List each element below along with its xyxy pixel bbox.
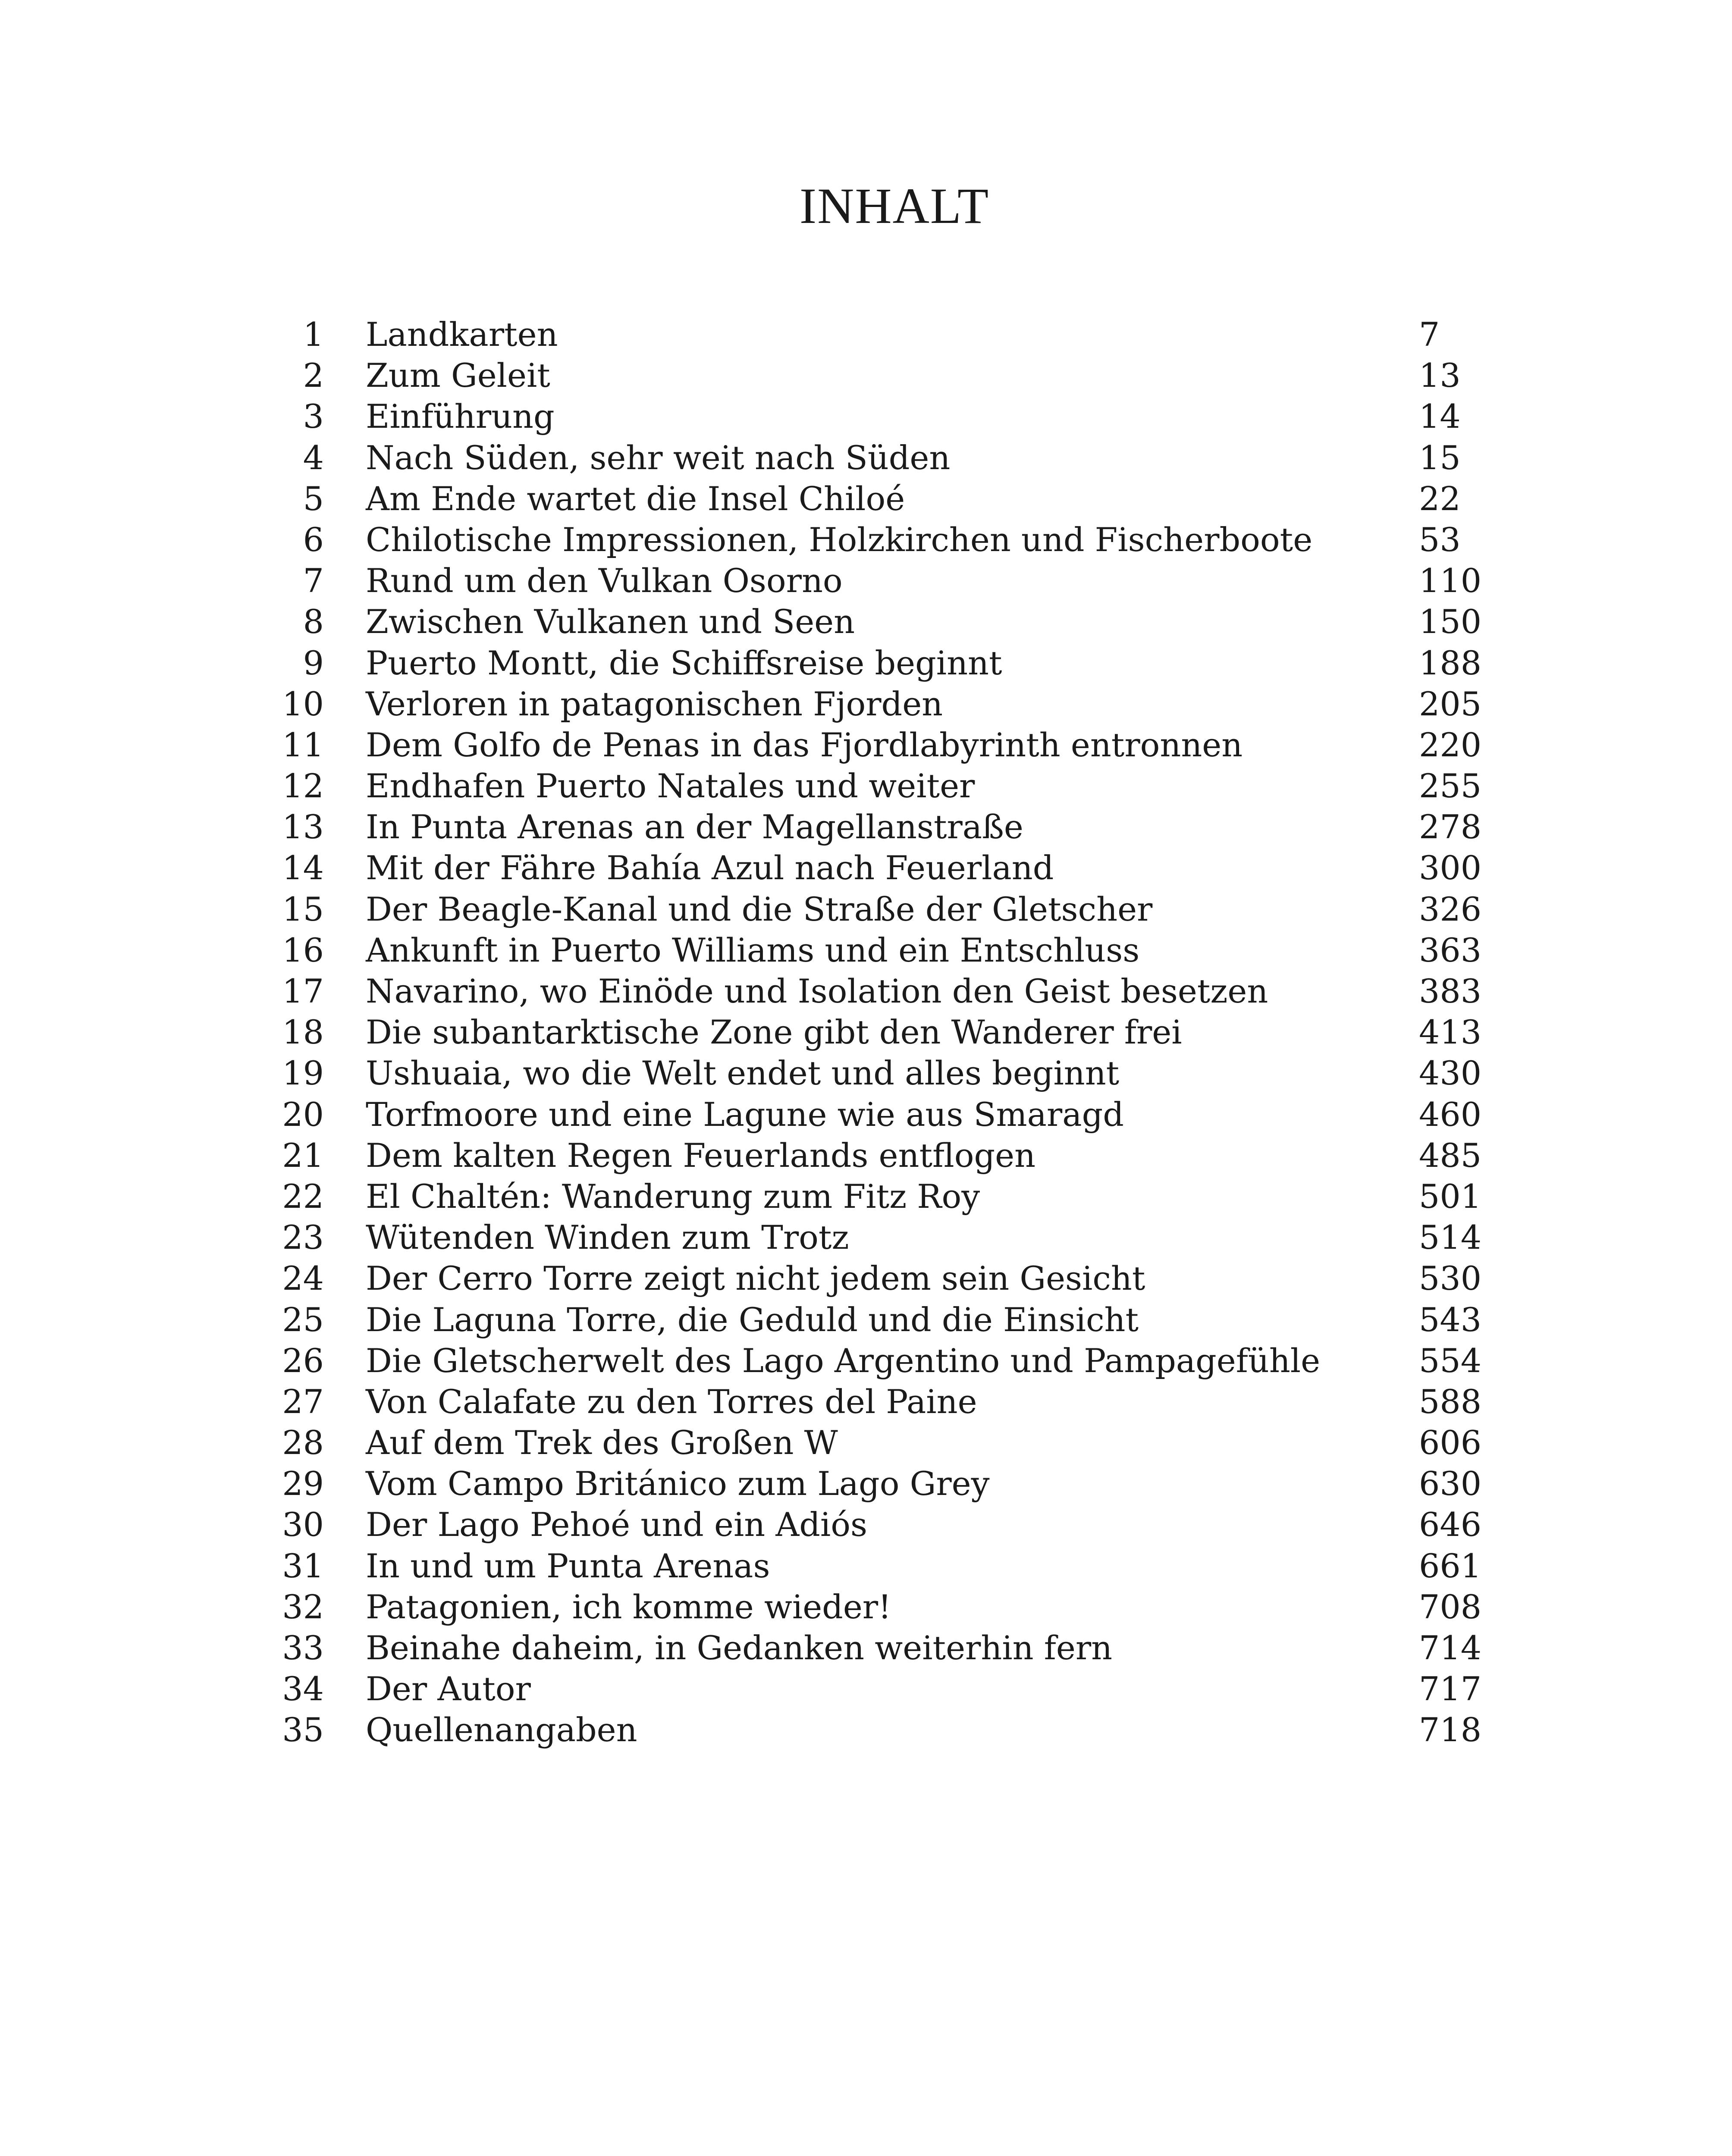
chapter-title: Ankunft in Puerto Williams und ein Entschluss [366,931,1140,969]
chapter-title: Zwischen Vulkanen und Seen [366,602,855,641]
chapter-title: Patagonien, ich komme wieder! [366,1587,891,1626]
chapter-title: Auf dem Trek des Großen W [366,1423,838,1462]
chapter-number: 22 [282,1177,324,1216]
chapter-number: 18 [282,1013,324,1052]
chapter-page-number: 485 [1419,1136,1482,1175]
chapter-number: 24 [282,1259,324,1298]
chapter-title: Rund um den Vulkan Osorno [366,561,843,600]
toc-entry[interactable] [0,1545,1732,1586]
chapter-title: Der Beagle-Kanal und die Straße der Gletscher [366,890,1153,928]
chapter-number: 21 [282,1136,324,1175]
toc-entry[interactable] [0,724,1732,765]
chapter-page-number: 220 [1419,725,1482,764]
toc-entry[interactable] [0,396,1732,437]
chapter-page-number: 14 [1419,397,1461,436]
chapter-title: Nach Süden, sehr weit nach Süden [366,438,951,477]
toc-entry[interactable] [0,1176,1732,1217]
toc-entry[interactable] [0,806,1732,847]
chapter-page-number: 530 [1419,1259,1482,1298]
chapter-page-number: 188 [1419,643,1482,682]
chapter-page-number: 53 [1419,520,1461,559]
toc-entry[interactable] [0,1094,1732,1135]
chapter-page-number: 543 [1419,1300,1482,1339]
toc-entry[interactable] [0,478,1732,519]
chapter-page-number: 22 [1419,479,1461,518]
chapter-number: 5 [303,479,324,518]
chapter-number: 14 [282,849,324,887]
toc-entry[interactable] [0,1258,1732,1299]
chapter-number: 13 [282,808,324,846]
chapter-title: Endhafen Puerto Natales und weiter [366,767,975,805]
chapter-title: In und um Punta Arenas [366,1546,770,1585]
chapter-title: Wütenden Winden zum Trotz [366,1218,849,1257]
chapter-page-number: 150 [1419,602,1482,641]
chapter-number: 17 [282,972,324,1010]
toc-entry[interactable] [0,1299,1732,1340]
chapter-title: Puerto Montt, die Schiffsreise beginnt [366,643,1002,682]
chapter-page-number: 300 [1419,849,1482,887]
toc-entry[interactable] [0,1709,1732,1750]
chapter-title: Der Autor [366,1670,531,1708]
chapter-page-number: 661 [1419,1546,1482,1585]
chapter-page-number: 7 [1419,315,1440,354]
chapter-title: Am Ende wartet die Insel Chiloé [366,479,905,518]
chapter-number: 6 [303,520,324,559]
chapter-number: 19 [282,1054,324,1093]
toc-entry[interactable] [0,847,1732,888]
toc-entry[interactable] [0,1627,1732,1668]
chapter-number: 12 [282,767,324,805]
chapter-number: 28 [282,1423,324,1462]
chapter-title: Landkarten [366,315,558,354]
chapter-page-number: 363 [1419,931,1482,969]
chapter-number: 34 [282,1670,324,1708]
chapter-title: Der Lago Pehoé und ein Adiós [366,1505,867,1544]
toc-entry[interactable] [0,1668,1732,1709]
toc-entry[interactable] [0,930,1732,971]
chapter-title: Ushuaia, wo die Welt endet und alles beginnt [366,1054,1120,1093]
chapter-title: Quellenangaben [366,1711,637,1749]
chapter-number: 1 [303,315,324,354]
toc-entry[interactable] [0,1422,1732,1463]
chapter-page-number: 326 [1419,890,1482,928]
chapter-page-number: 15 [1419,438,1461,477]
chapter-page-number: 714 [1419,1629,1482,1667]
chapter-title: Navarino, wo Einöde und Isolation den Geist besetzen [366,972,1268,1010]
chapter-page-number: 646 [1419,1505,1482,1544]
toc-entry[interactable] [0,1217,1732,1258]
chapter-number: 35 [282,1711,324,1749]
toc-entry[interactable] [0,971,1732,1012]
chapter-number: 15 [282,890,324,928]
toc-entry[interactable] [0,1135,1732,1176]
chapter-number: 23 [282,1218,324,1257]
chapter-title: Von Calafate zu den Torres del Paine [366,1382,977,1421]
chapter-page-number: 255 [1419,767,1482,805]
toc-entry[interactable] [0,1463,1732,1504]
chapter-page-number: 708 [1419,1587,1482,1626]
toc-entry[interactable] [0,519,1732,560]
chapter-title: Die Laguna Torre, die Geduld und die Einsicht [366,1300,1139,1339]
toc-entry[interactable] [0,560,1732,601]
chapter-page-number: 278 [1419,808,1482,846]
toc-entry[interactable] [0,642,1732,683]
chapter-number: 9 [303,643,324,682]
chapter-title: Zum Geleit [366,356,550,395]
chapter-page-number: 630 [1419,1464,1482,1503]
chapter-number: 30 [282,1505,324,1544]
chapter-title: Verloren in patagonischen Fjorden [366,684,943,723]
chapter-page-number: 205 [1419,684,1482,723]
chapter-title: Beinahe daheim, in Gedanken weiterhin fern [366,1629,1113,1667]
chapter-title: Mit der Fähre Bahía Azul nach Feuerland [366,849,1054,887]
chapter-title: In Punta Arenas an der Magellanstraße [366,808,1023,846]
toc-entry[interactable] [0,355,1732,396]
chapter-number: 33 [282,1629,324,1667]
chapter-page-number: 460 [1419,1095,1482,1134]
chapter-title: Vom Campo Británico zum Lago Grey [366,1464,990,1503]
toc-entry[interactable] [0,314,1732,355]
chapter-number: 10 [282,684,324,723]
toc-entry[interactable] [0,889,1732,930]
toc-entry[interactable] [0,1504,1732,1545]
chapter-number: 25 [282,1300,324,1339]
chapter-number: 3 [303,397,324,436]
chapter-title: Chilotische Impressionen, Holzkirchen und Fischerboote [366,520,1313,559]
chapter-number: 31 [282,1546,324,1585]
chapter-title: El Chaltén: Wanderung zum Fitz Roy [366,1177,980,1216]
chapter-page-number: 554 [1419,1341,1482,1380]
chapter-number: 8 [303,602,324,641]
chapter-number: 26 [282,1341,324,1380]
chapter-page-number: 606 [1419,1423,1482,1462]
chapter-number: 2 [303,356,324,395]
chapter-number: 16 [282,931,324,969]
toc-entry[interactable] [0,601,1732,642]
chapter-page-number: 514 [1419,1218,1482,1257]
table-of-contents [0,314,1732,1751]
toc-entry[interactable] [0,1340,1732,1381]
chapter-page-number: 13 [1419,356,1461,395]
chapter-page-number: 383 [1419,972,1482,1010]
toc-entry[interactable] [0,1586,1732,1627]
chapter-number: 29 [282,1464,324,1503]
chapter-number: 32 [282,1587,324,1626]
chapter-number: 27 [282,1382,324,1421]
chapter-page-number: 718 [1419,1711,1482,1749]
page-title: INHALT [799,178,990,234]
toc-entry[interactable] [0,765,1732,806]
chapter-title: Dem kalten Regen Feuerlands entflogen [366,1136,1036,1175]
chapter-title: Torfmoore und eine Lagune wie aus Smaragd [366,1095,1124,1134]
toc-entry[interactable] [0,1012,1732,1053]
toc-entry[interactable] [0,683,1732,724]
toc-entry[interactable] [0,437,1732,478]
chapter-page-number: 110 [1419,561,1482,600]
chapter-page-number: 501 [1419,1177,1482,1216]
toc-entry[interactable] [0,1381,1732,1422]
chapter-page-number: 588 [1419,1382,1482,1421]
toc-entry[interactable] [0,1053,1732,1094]
chapter-title: Der Cerro Torre zeigt nicht jedem sein Gesicht [366,1259,1145,1298]
chapter-title: Dem Golfo de Penas in das Fjordlabyrinth entronnen [366,725,1243,764]
chapter-number: 7 [303,561,324,600]
chapter-number: 20 [282,1095,324,1134]
chapter-page-number: 430 [1419,1054,1482,1093]
chapter-page-number: 413 [1419,1013,1482,1052]
chapter-title: Einführung [366,397,555,436]
chapter-title: Die Gletscherwelt des Lago Argentino und Pampagefühle [366,1341,1321,1380]
chapter-title: Die subantarktische Zone gibt den Wanderer frei [366,1013,1182,1052]
chapter-page-number: 717 [1419,1670,1482,1708]
chapter-number: 4 [303,438,324,477]
chapter-number: 11 [282,725,324,764]
